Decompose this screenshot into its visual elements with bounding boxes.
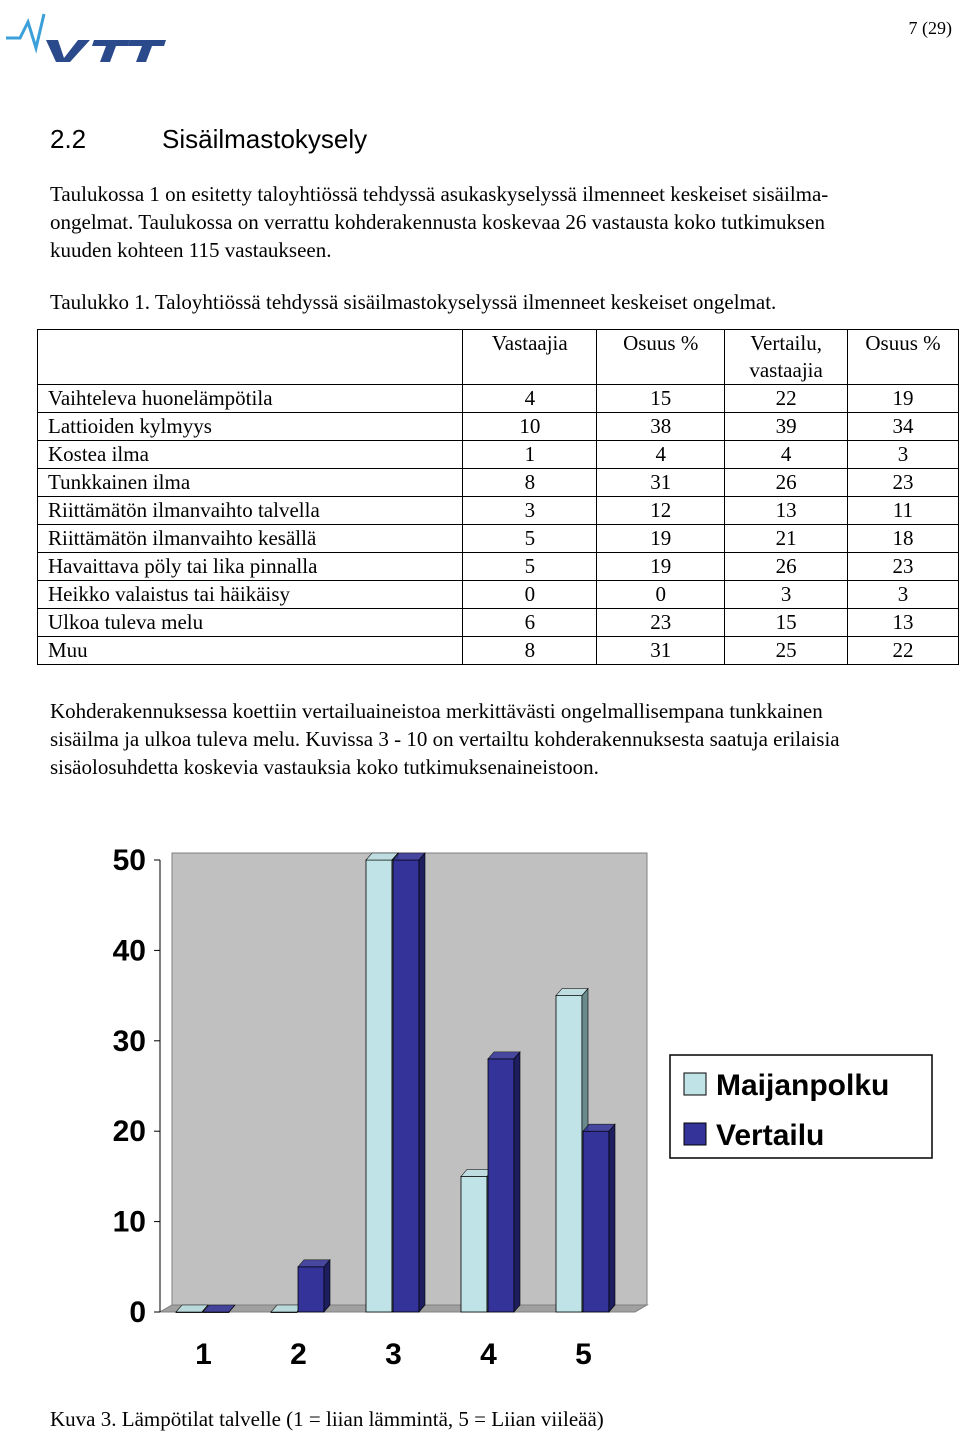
x-tick-label: 1 (195, 1338, 212, 1371)
value-cell: 0 (463, 581, 597, 609)
header-cell-line: vastaajia (749, 358, 823, 382)
value-cell: 19 (597, 525, 725, 553)
value-cell: 15 (725, 609, 848, 637)
value-cell: 19 (597, 553, 725, 581)
bar-maijanpolku-3 (366, 860, 392, 1312)
section-heading (50, 124, 367, 155)
legend-label: Maijanpolku (716, 1069, 890, 1102)
value-cell: 11 (848, 497, 959, 525)
x-tick-label: 4 (480, 1338, 497, 1371)
bar-vertailu-5 (583, 1131, 609, 1312)
page-number: 7 (29) (908, 18, 952, 38)
row-label-cell: Muu (38, 637, 463, 665)
value-cell: 6 (463, 609, 597, 637)
bar-vertailu-2 (298, 1267, 324, 1312)
value-cell: 12 (597, 497, 725, 525)
x-tick-label: 5 (575, 1338, 592, 1371)
header-cell (725, 330, 848, 385)
table-row (38, 525, 959, 553)
table-row (38, 469, 959, 497)
y-tick-label: 0 (129, 1296, 146, 1329)
value-cell: 3 (463, 497, 597, 525)
value-cell: 15 (597, 385, 725, 413)
value-cell: 18 (848, 525, 959, 553)
x-tick-label: 3 (385, 1338, 402, 1371)
header-cell: Osuus % (848, 330, 959, 385)
value-cell: 26 (725, 469, 848, 497)
table-caption: Taulukko 1. Taloyhtiössä tehdyssä sisäilmastokyselyssä ilmenneet keskeiset ongelmat. (50, 290, 777, 314)
intro-line: Taulukossa 1 on esitetty taloyhtiössä tehdyssä asukaskyselyssä ilmenneet keskeiset sisäilma- (50, 182, 829, 206)
value-cell: 34 (848, 413, 959, 441)
row-label-cell: Riittämätön ilmanvaihto kesällä (38, 525, 463, 553)
table-row (38, 609, 959, 637)
bar-side (324, 1260, 330, 1312)
conclusion-line: sisäilma ja ulkoa tuleva melu. Kuvissa 3 - 10 on vertailtu kohderakennuksesta saatuja erilaisia (50, 727, 840, 751)
intro-line: ongelmat. Taulukossa on verrattu kohderakennusta koskevaa 26 vastausta koko tutkimuksen (50, 210, 825, 234)
intro-line: kuuden kohteen 115 vastaukseen. (50, 238, 332, 262)
table-row (38, 497, 959, 525)
value-cell: 23 (848, 469, 959, 497)
value-cell: 5 (463, 553, 597, 581)
value-cell: 31 (597, 469, 725, 497)
row-label-cell: Kostea ilma (38, 441, 463, 469)
legend-swatch-vertailu (684, 1123, 706, 1145)
y-tick-label: 10 (112, 1205, 146, 1239)
header-cell (38, 330, 463, 385)
value-cell: 1 (463, 441, 597, 469)
header-cell-line: Vertailu, (750, 331, 822, 355)
bar-maijanpolku-5 (556, 996, 582, 1312)
conclusion-paragraph (50, 697, 950, 781)
row-label-cell: Vaihteleva huonelämpötila (38, 385, 463, 413)
row-label-cell: Heikko valaistus tai häikäisy (38, 581, 463, 609)
value-cell: 0 (597, 581, 725, 609)
bar-side (609, 1124, 615, 1312)
table-header-row (38, 330, 959, 385)
vtt-logo (6, 8, 166, 64)
value-cell: 13 (725, 497, 848, 525)
y-tick-label: 50 (112, 844, 146, 877)
value-cell: 23 (848, 553, 959, 581)
table-row (38, 441, 959, 469)
value-cell: 21 (725, 525, 848, 553)
row-label-cell: Havaittava pöly tai lika pinnalla (38, 553, 463, 581)
value-cell: 3 (848, 441, 959, 469)
bar-chart (90, 838, 940, 1378)
bar-side (514, 1052, 520, 1312)
value-cell: 3 (848, 581, 959, 609)
value-cell: 39 (725, 413, 848, 441)
legend-swatch-maijanpolku (684, 1073, 706, 1095)
value-cell: 19 (848, 385, 959, 413)
value-cell: 25 (725, 637, 848, 665)
table-row (38, 413, 959, 441)
y-tick-label: 20 (112, 1115, 146, 1149)
bar-maijanpolku-4 (461, 1176, 487, 1312)
y-tick-label: 30 (112, 1024, 146, 1058)
value-cell: 8 (463, 469, 597, 497)
header-cell: Vastaajia (463, 330, 597, 385)
value-cell: 22 (848, 637, 959, 665)
table-row (38, 581, 959, 609)
value-cell: 13 (848, 609, 959, 637)
section-title: Sisäilmastokysely (162, 124, 368, 154)
value-cell: 4 (463, 385, 597, 413)
y-tick-label: 40 (112, 934, 146, 968)
value-cell: 8 (463, 637, 597, 665)
value-cell: 5 (463, 525, 597, 553)
conclusion-line: sisäolosuhdetta koskevia vastauksia koko tutkimuksenaineistoon. (50, 755, 599, 779)
figure-caption: Kuva 3. Lämpötilat talvelle (1 = liian lämmintä, 5 = Liian viileää) (50, 1407, 604, 1431)
table-row (38, 385, 959, 413)
value-cell: 38 (597, 413, 725, 441)
value-cell: 4 (725, 441, 848, 469)
bar-vertailu-3 (393, 860, 419, 1312)
table-row (38, 637, 959, 665)
bar-vertailu-4 (488, 1059, 514, 1312)
row-label-cell: Ulkoa tuleva melu (38, 609, 463, 637)
intro-paragraph (50, 180, 950, 264)
results-table (37, 329, 959, 665)
row-label-cell: Tunkkainen ilma (38, 469, 463, 497)
row-label-cell: Lattioiden kylmyys (38, 413, 463, 441)
value-cell: 10 (463, 413, 597, 441)
value-cell: 31 (597, 637, 725, 665)
value-cell: 3 (725, 581, 848, 609)
value-cell: 4 (597, 441, 725, 469)
section-number: 2.2 (50, 124, 87, 154)
header-cell: Osuus % (597, 330, 725, 385)
x-tick-label: 2 (290, 1338, 307, 1371)
row-label-cell: Riittämätön ilmanvaihto talvella (38, 497, 463, 525)
conclusion-line: Kohderakennuksessa koettiin vertailuaineistoa merkittävästi ongelmallisempana tunkkainen (50, 699, 823, 723)
legend-label: Vertailu (716, 1119, 825, 1152)
value-cell: 23 (597, 609, 725, 637)
value-cell: 22 (725, 385, 848, 413)
table-row (38, 553, 959, 581)
bar-side (419, 853, 425, 1312)
value-cell: 26 (725, 553, 848, 581)
